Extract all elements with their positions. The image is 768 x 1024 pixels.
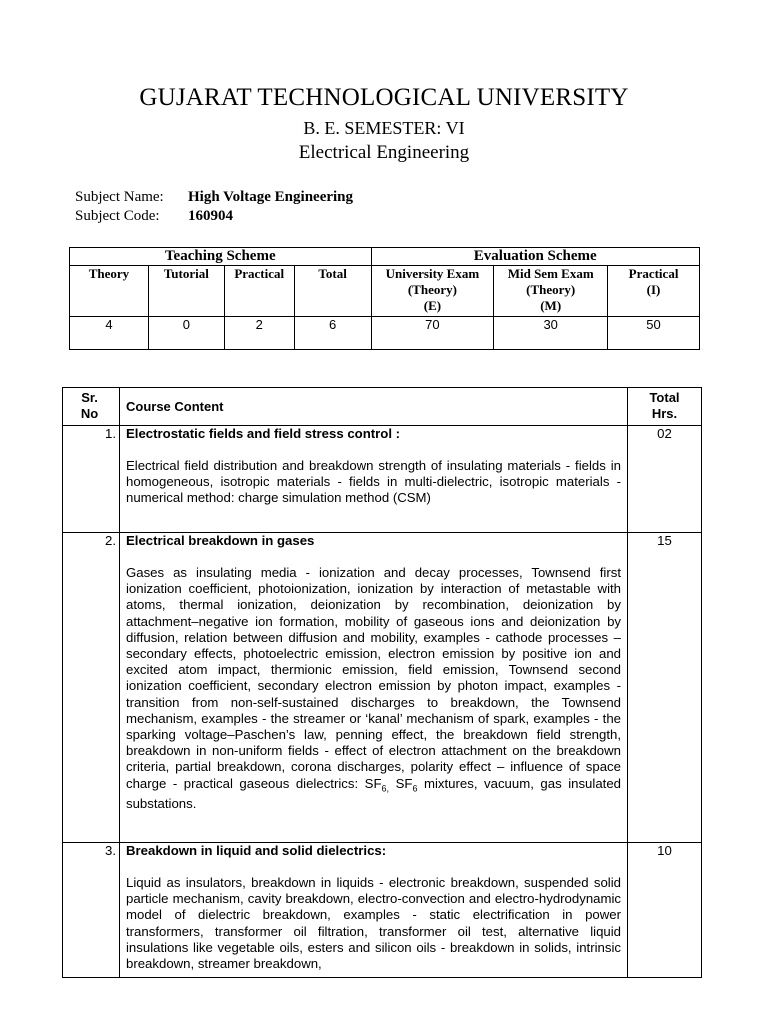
row-hours: 02 (628, 426, 702, 533)
practical-eval-header (608, 266, 700, 317)
subject-code-line (75, 208, 233, 225)
branch-title: Electrical Engineering (298, 142, 470, 163)
table-row (63, 426, 702, 533)
mid-sem-exam-header (494, 266, 608, 317)
row-topic: Electrical breakdown in gases (126, 533, 315, 548)
row-description-text: Gases as insulating media - ionization and decay processes, Townsend first ionization coefficient, photoionization, ionization by interaction of metastable with atoms, thermal ionization, deionization by recombination, deionization by attachment–negative ion formation, mobility of gaseous ions and deionization by diffusion, relation between diffusion and mobility, examples - cathode processes – secondary effects, photoelectric emission, electron emission by positive ion and excited atom impact, thermionic emission, field emission, Townsend second ionization coefficient, secondary electron emission by photon impact, examples - transition from non-self-sustained discharges to breakdown, the Townsend mechanism, examples - the streamer or ‘kanal’ mechanism of spark, examples - the sparking voltage–Paschen’s law, penning effect, the breakdown field strength, breakdown in non-uniform fields - effect of electron attachment on the breakdown criteria, partial breakdown, corona discharges, polarity effect – influence of space charge - practical gaseous dielectrics: SF (126, 565, 621, 791)
total-header: Total (294, 266, 371, 317)
university-exam-line3: (E) (423, 298, 442, 313)
course-content-table (62, 387, 702, 978)
subject-name-line (75, 189, 353, 206)
practical-eval-value: 50 (608, 317, 700, 350)
row-topic: Breakdown in liquid and solid dielectrics: (126, 843, 387, 858)
row-hours: 15 (628, 533, 702, 843)
scheme-table (69, 247, 700, 350)
university-title: GUJARAT TECHNOLOGICAL UNIVERSITY (139, 84, 629, 111)
subject-name-value: High Voltage Engineering (188, 189, 354, 205)
row-sr: 2. (63, 533, 120, 843)
row-content (120, 533, 628, 843)
sf6-subscript: 6, (381, 783, 390, 794)
university-exam-line2: (Theory) (407, 282, 457, 297)
hrs-header-line2: Hrs. (651, 406, 678, 421)
subject-code-value: 160904 (188, 208, 233, 224)
hrs-header-line1: Total (649, 390, 680, 405)
tutorial-header: Tutorial (148, 266, 224, 317)
university-exam-value: 70 (371, 317, 494, 350)
row-sr: 1. (63, 426, 120, 533)
theory-header: Theory (70, 266, 149, 317)
mid-sem-line1: Mid Sem Exam (507, 266, 594, 281)
mid-sem-line2: (Theory) (526, 282, 576, 297)
mid-sem-value: 30 (494, 317, 608, 350)
sf6-subscript: 6 (412, 783, 418, 794)
course-content-header: Course Content (120, 388, 628, 426)
total-value: 6 (294, 317, 371, 350)
evaluation-scheme-heading: Evaluation Scheme (371, 248, 699, 266)
practical-eval-line2: (I) (646, 282, 661, 297)
practical-value: 2 (224, 317, 294, 350)
table-row (63, 533, 702, 843)
tutorial-value: 0 (148, 317, 224, 350)
semester-title: B. E. SEMESTER: VI (303, 118, 465, 138)
row-description (126, 565, 621, 813)
teaching-scheme-heading: Teaching Scheme (70, 248, 372, 266)
sr-header-line1: Sr. (81, 390, 98, 405)
row-content (120, 426, 628, 533)
row-hours: 10 (628, 843, 702, 978)
university-exam-line1: University Exam (385, 266, 480, 281)
sr-no-header (63, 388, 120, 426)
sr-header-line2: No (80, 406, 99, 421)
row-description-mid: SF (389, 775, 413, 791)
practical-eval-line1: Practical (628, 266, 679, 281)
theory-value: 4 (70, 317, 149, 350)
university-exam-header (371, 266, 494, 317)
row-description-end: mixtures, vacuum, gas insulated substations. (126, 775, 621, 812)
row-content (120, 843, 628, 978)
subject-name-label: Subject Name: (75, 189, 164, 205)
total-hrs-header (628, 388, 702, 426)
table-row (63, 843, 702, 978)
row-sr: 3. (63, 843, 120, 978)
row-topic: Electrostatic fields and field stress control : (126, 426, 401, 441)
row-description: Electrical field distribution and breakdown strength of insulating materials - fields in homogeneous, isotropic materials - fields in multi-dielectric, isotropic materials - numerical method: charge simulation method (CSM) (126, 458, 621, 506)
subject-code-label: Subject Code: (75, 208, 160, 224)
practical-header: Practical (224, 266, 294, 317)
row-description: Liquid as insulators, breakdown in liquids - electronic breakdown, suspended solid particle mechanism, cavity breakdown, electro-convection and electro-hydrodynamic model of dielectric breakdown, examples - static electrification in power transformers, transformer oil filtration, transformer oil test, alternative liquid insulations like vegetable oils, esters and silicon oils - breakdown in solids, intrinsic breakdown, streamer breakdown, (126, 875, 621, 972)
mid-sem-line3: (M) (540, 298, 562, 313)
